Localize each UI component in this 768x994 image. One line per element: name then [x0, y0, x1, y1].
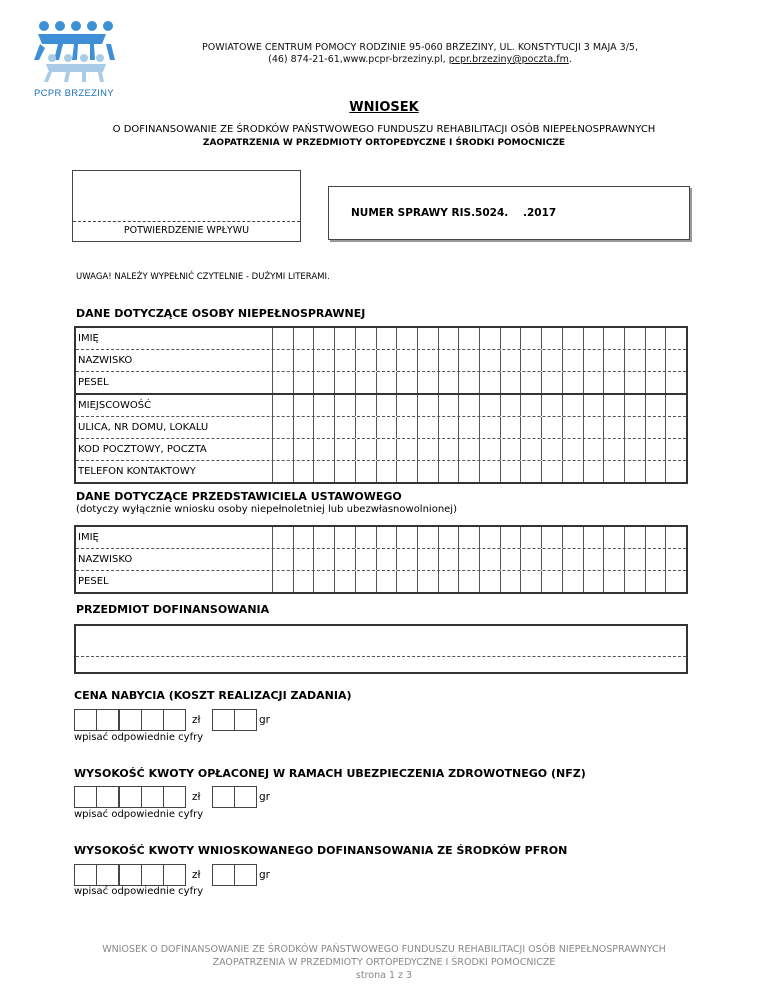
gr-label: gr: [259, 714, 270, 726]
zl-digit-cell[interactable]: [96, 709, 119, 731]
nfz-hint: wpisać odpowiednie cyfry: [74, 809, 204, 820]
table-row[interactable]: [76, 372, 686, 395]
zl-label: zł: [192, 869, 201, 881]
table-row[interactable]: [76, 395, 686, 417]
zl-digit-cell[interactable]: [74, 709, 97, 731]
row-label: PESEL: [78, 576, 109, 587]
letter-cells[interactable]: [272, 571, 686, 592]
document-subtitle: O DOFINANSOWANIE ZE ŚRODKÓW PAŃSTWOWEGO FUNDUSZU REHABILITACJI OSÓB NIEPEŁNOSPRAWNYCH: [112, 124, 656, 135]
zl-digit-cell[interactable]: [119, 786, 142, 808]
receipt-stamp-box[interactable]: [72, 170, 301, 242]
row-label: KOD POCZTOWY, POCZTA: [78, 444, 207, 455]
row-label: MIEJSCOWOŚĆ: [78, 400, 152, 411]
letter-cells[interactable]: [272, 350, 686, 371]
case-number-box[interactable]: [328, 186, 690, 240]
subject-section-heading: PRZEDMIOT DOFINANSOWANIA: [76, 603, 270, 616]
header-contact: [140, 54, 700, 65]
document-subtitle-bold: ZAOPATRZENIA W PRZEDMIOTY ORTOPEDYCZNE I ŚRODKI POMOCNICZE: [202, 138, 566, 148]
zl-digit-cell[interactable]: [96, 786, 119, 808]
pfron-hint: wpisać odpowiednie cyfry: [74, 886, 204, 897]
zl-digit-cell[interactable]: [96, 864, 119, 886]
letter-cells[interactable]: [272, 395, 686, 416]
gr-digit-cell[interactable]: [212, 864, 235, 886]
table-row[interactable]: [76, 549, 686, 571]
zl-digit-cell[interactable]: [163, 864, 186, 886]
footer-line1: WNIOSEK O DOFINANSOWANIE ZE ŚRODKÓW PAŃSTWOWEGO FUNDUSZU REHABILITACJI OSÓB NIEPEŁNOSPRAWNYCH: [102, 944, 666, 955]
price-hint: wpisać odpowiednie cyfry: [74, 732, 204, 743]
table-row[interactable]: [76, 417, 686, 439]
footer-page-number: strona 1 z 3: [355, 970, 413, 981]
table-row[interactable]: [76, 439, 686, 461]
row-label: NAZWISKO: [78, 355, 133, 366]
zl-digit-cell[interactable]: [141, 786, 164, 808]
letter-cells[interactable]: [272, 461, 686, 482]
nfz-section-heading: WYSOKOŚĆ KWOTY OPŁACONEJ W RAMACH UBEZPIECZENIA ZDROWOTNEGO (NFZ): [74, 767, 586, 780]
case-number-year: .2017: [523, 207, 557, 219]
fill-instruction-note: UWAGA! NALEŻY WYPEŁNIĆ CZYTELNIE - DUŻYMI LITERAMI.: [76, 272, 330, 282]
row-label: NAZWISKO: [78, 554, 133, 565]
zl-label: zł: [192, 714, 201, 726]
row-label: TELEFON KONTAKTOWY: [78, 466, 196, 477]
guardian-data-table: [74, 525, 688, 594]
table-row[interactable]: [76, 461, 686, 482]
table-row[interactable]: [76, 350, 686, 372]
row-label: IMIĘ: [78, 532, 99, 543]
guardian-section-heading: DANE DOTYCZĄCE PRZEDSTAWICIELA USTAWOWEGO: [76, 490, 402, 503]
table-row[interactable]: [76, 571, 686, 592]
gr-digit-cell[interactable]: [212, 709, 235, 731]
zl-label: zł: [192, 791, 201, 803]
person-section-heading: DANE DOTYCZĄCE OSOBY NIEPEŁNOSPRAWNEJ: [76, 307, 366, 320]
guardian-section-note: (dotyczy wyłącznie wniosku osoby niepełnoletniej lub ubezwłasnowolnionej): [76, 504, 457, 515]
case-number-label: NUMER SPRAWY RIS.5024.: [351, 207, 509, 219]
zl-digit-cell[interactable]: [74, 864, 97, 886]
row-label: IMIĘ: [78, 333, 99, 344]
stamp-divider: [73, 221, 300, 222]
letter-cells[interactable]: [272, 527, 686, 548]
letter-cells[interactable]: [272, 328, 686, 349]
zl-digit-cell[interactable]: [119, 864, 142, 886]
person-data-table: [74, 326, 688, 484]
document-title: WNIOSEK: [349, 100, 419, 115]
header-phone-web: (46) 874-21-61,www.pcpr-brzeziny.pl,: [268, 54, 446, 65]
letter-cells[interactable]: [272, 549, 686, 570]
logo-text: PCPR BRZEZINY: [34, 88, 114, 99]
header-email-link[interactable]: pcpr.brzeziny@poczta.fm: [448, 54, 569, 65]
zl-digit-cell[interactable]: [119, 709, 142, 731]
footer-line2: ZAOPATRZENIA W PRZEDMIOTY ORTOPEDYCZNE I ŚRODKI POMOCNICZE: [212, 957, 556, 968]
table-row[interactable]: [76, 527, 686, 549]
zl-digit-cell[interactable]: [141, 864, 164, 886]
gr-label: gr: [259, 869, 270, 881]
gr-label: gr: [259, 791, 270, 803]
gr-digit-cell[interactable]: [234, 709, 257, 731]
table-row[interactable]: [76, 328, 686, 350]
stamp-label: POTWIERDZENIE WPŁYWU: [123, 225, 250, 236]
subject-line: [76, 656, 686, 657]
price-section-heading: CENA NABYCIA (KOSZT REALIZACJI ZADANIA): [74, 689, 352, 702]
row-label: ULICA, NR DOMU, LOKALU: [78, 422, 209, 433]
gr-digit-cell[interactable]: [234, 786, 257, 808]
subject-input-field[interactable]: [74, 624, 688, 674]
zl-digit-cell[interactable]: [163, 786, 186, 808]
people-chain-icon: [26, 14, 122, 86]
zl-digit-cell[interactable]: [163, 709, 186, 731]
header-suffix: .: [568, 54, 572, 65]
pfron-section-heading: WYSOKOŚĆ KWOTY WNIOSKOWANEGO DOFINANSOWANIA ZE ŚRODKÓW PFRON: [74, 844, 568, 857]
zl-digit-cell[interactable]: [141, 709, 164, 731]
letter-cells[interactable]: [272, 372, 686, 393]
zl-digit-cell[interactable]: [74, 786, 97, 808]
letter-cells[interactable]: [272, 417, 686, 438]
row-label: PESEL: [78, 377, 109, 388]
gr-digit-cell[interactable]: [212, 786, 235, 808]
letter-cells[interactable]: [272, 439, 686, 460]
gr-digit-cell[interactable]: [234, 864, 257, 886]
pcpr-logo: [26, 14, 122, 102]
header-address: POWIATOWE CENTRUM POMOCY RODZINIE 95-060 BRZEZINY, UL. KONSTYTUCJI 3 MAJA 3/5,: [202, 42, 638, 53]
